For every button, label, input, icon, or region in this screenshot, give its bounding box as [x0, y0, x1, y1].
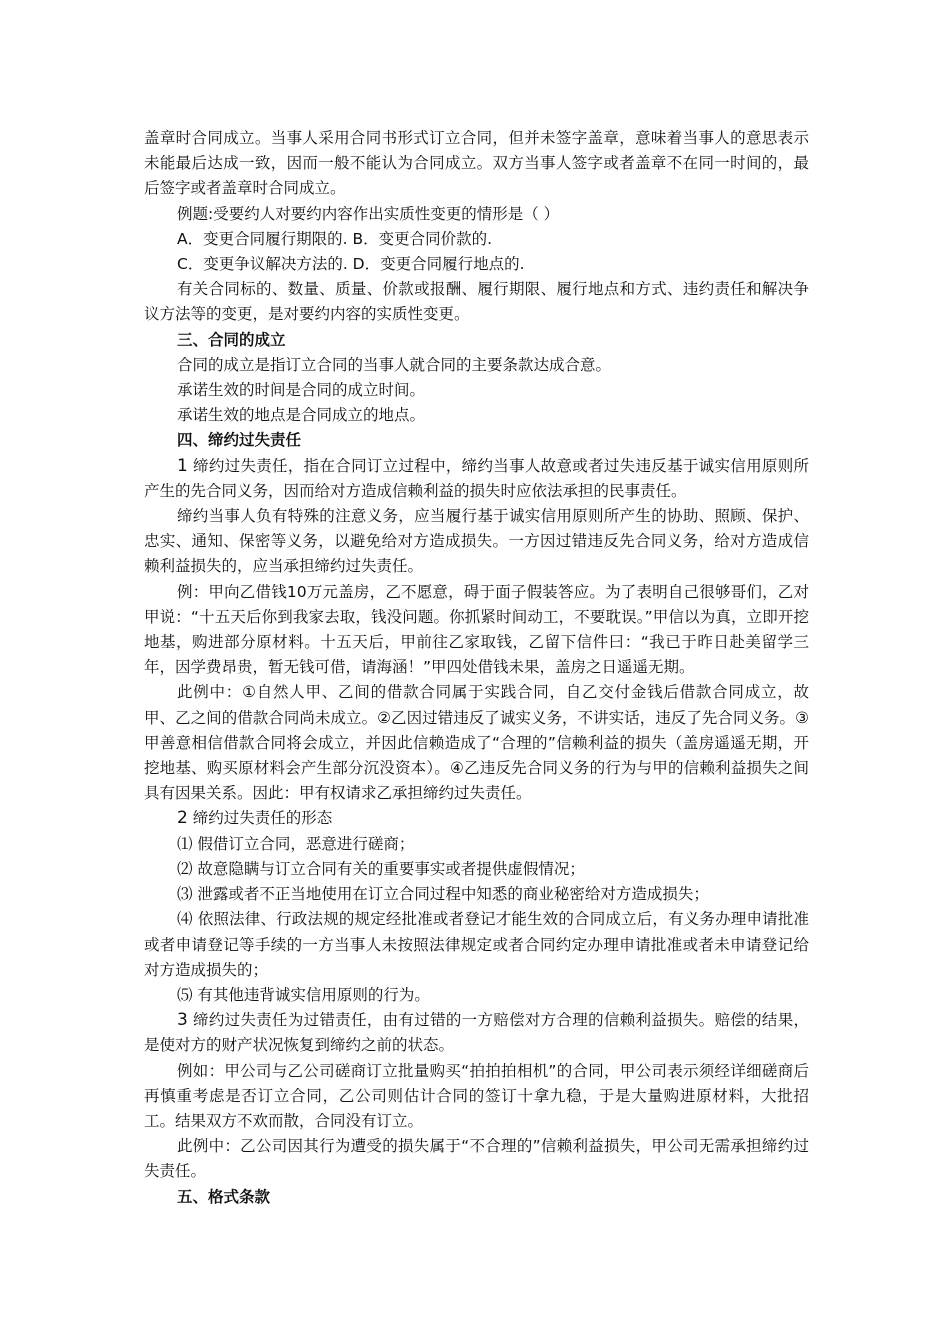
paragraph-text: 缔约过失责任为过错责任，由有过错的一方赔偿对方合理的信赖利益损失。赔偿的结果，是使对方的财产状况恢复到缔约之前的状态。	[144, 1011, 809, 1055]
paragraph-text: 缔约过失责任，指在合同订立过程中，缔约当事人故意或者过失违反基于诚实信用原则所产生的先合同义务，因而给对方造成信赖利益的损失时应依法承担的民事责任。	[144, 456, 809, 500]
body-paragraph: 承诺生效的时间是合同的成立时间。	[177, 381, 426, 400]
body-paragraph: C．变更争议解决方法的. D．变更合同履行地点的.	[177, 255, 525, 274]
numbered-paragraph	[144, 454, 809, 504]
body-paragraph: 此例中：①自然人甲、乙间的借款合同属于实践合同，自乙交付金钱后借款合同成立，故甲、乙之间的借款合同尚未成立。②乙因过错违反了诚实义务，不讲实话，违反了先合同义务。③甲善意相信借款合同将会成立，并因此信赖造成了“合理的”信赖利益的损失（盖房遥遥无期，开挖地基、购买原材料会产生部分沉没资本）。④乙违反先合同义务的行为与甲的信赖利益损失之间具有因果关系。因此：甲有权请求乙承担缔约过失责任。	[144, 683, 809, 803]
numbered-paragraph	[144, 806, 809, 831]
body-paragraph: 缔约当事人负有特殊的注意义务，应当履行基于诚实信用原则所产生的协助、照顾、保护、忠实、通知、保密等义务，以避免给对方造成损失。一方因过错违反先合同义务，给对方造成信赖利益损失的，应当承担缔约过失责任。	[144, 507, 809, 576]
body-paragraph: ⑷ 依照法律、行政法规的规定经批准或者登记才能生效的合同成立后，有义务办理申请批准或者申请登记等手续的一方当事人未按照法律规定或者合同约定办理申请批准或者未申请登记给对方造成损失的；	[144, 910, 809, 979]
numbered-paragraph	[144, 1008, 809, 1058]
body-paragraph: A．变更合同履行期限的. B．变更合同价款的.	[177, 229, 493, 248]
body-paragraph: 合同的成立是指订立合同的当事人就合同的主要条款达成合意。	[177, 355, 612, 374]
body-paragraph: ⑴ 假借订立合同，恶意进行磋商；	[177, 834, 415, 853]
document-page	[144, 126, 809, 1210]
body-paragraph: 有关合同标的、数量、质量、价款或报酬、履行期限、履行地点和方式、违约责任和解决争议方法等的变更，是对要约内容的实质性变更。	[144, 280, 809, 324]
body-paragraph: ⑸ 有其他违背诚实信用原则的行为。	[177, 985, 430, 1004]
paragraph-number: 3	[177, 1010, 188, 1031]
body-paragraph: 例题:受要约人对要约内容作出实质性变更的情形是（ ）	[177, 204, 560, 223]
body-paragraph: 例：甲向乙借钱10万元盖房，乙不愿意，碍于面子假装答应。为了表明自己很够哥们，乙对甲说：“十五天后你到我家去取，钱没问题。你抓紧时间动工，不要耽误。”甲信以为真，立即开挖地基，购进部分原材料。十五天后，甲前往乙家取钱，乙留下信件曰：“我已于昨日赴美留学三年，因学费昂贵，暂无钱可借，请海涵！”甲四处借钱未果，盖房之日遥遥无期。	[144, 582, 809, 677]
body-paragraph: 承诺生效的地点是合同成立的地点。	[177, 406, 426, 425]
body-paragraph: ⑵ 故意隐瞒与订立合同有关的重要事实或者提供虚假情况；	[177, 859, 585, 878]
paragraph-number: 1	[177, 455, 188, 476]
section-heading: 五、格式条款	[177, 1187, 271, 1206]
paragraph-number: 2	[177, 808, 188, 829]
section-heading: 四、缔约过失责任	[177, 431, 302, 450]
section-heading: 三、合同的成立	[177, 330, 286, 349]
body-paragraph: 盖章时合同成立。当事人采用合同书形式订立合同，但并未签字盖章，意味着当事人的意思表示未能最后达成一致，因而一般不能认为合同成立。双方当事人签字或者盖章不在同一时间的，最后签字或者盖章时合同成立。	[144, 129, 809, 198]
body-paragraph: 此例中：乙公司因其行为遭受的损失属于“不合理的”信赖利益损失，甲公司无需承担缔约过失责任。	[144, 1137, 809, 1181]
body-paragraph: 例如：甲公司与乙公司磋商订立批量购买“拍拍拍相机”的合同，甲公司表示须经详细磋商后再慎重考虑是否订立合同，乙公司则估计合同的签订十拿九稳，于是大量购进原材料，大批招工。结果双方不欢而散，合同没有订立。	[144, 1061, 809, 1130]
paragraph-text: 缔约过失责任的形态	[187, 809, 333, 828]
body-paragraph: ⑶ 泄露或者不正当地使用在订立合同过程中知悉的商业秘密给对方造成损失；	[177, 885, 709, 904]
